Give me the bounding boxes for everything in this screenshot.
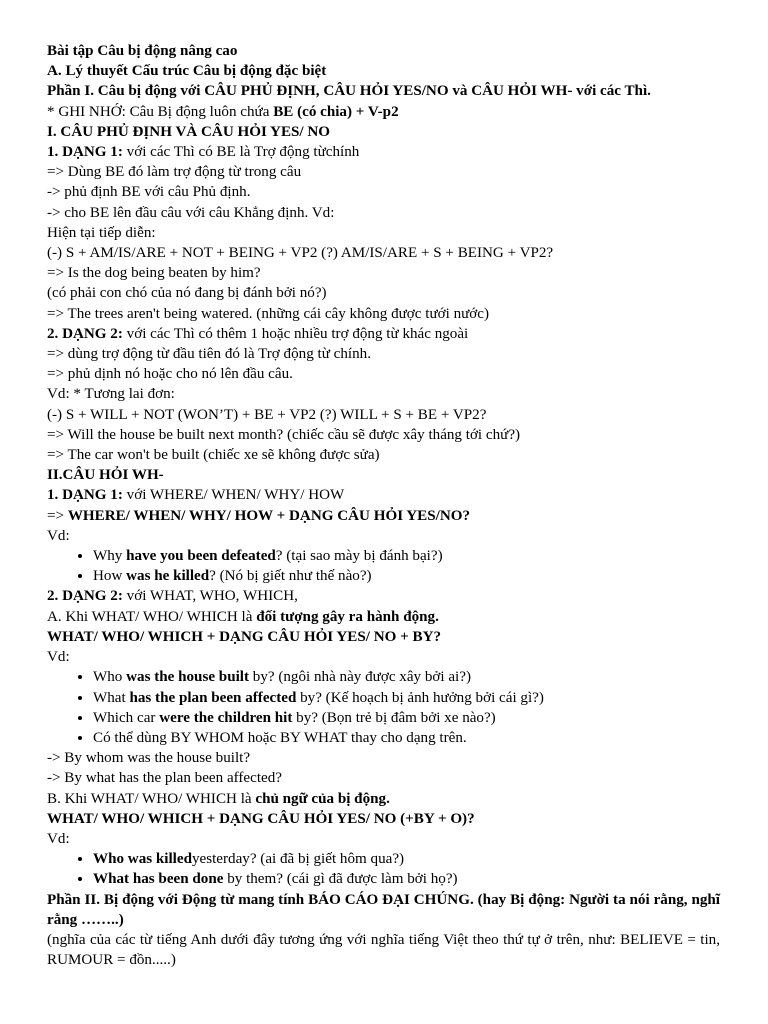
list-item	[93, 546, 720, 566]
example-line: => Will the house be built next month? (chiếc cầu sẽ được xây tháng tới chứ?)	[47, 426, 521, 443]
wh-dang-1-line	[47, 485, 720, 505]
item-text: Why	[93, 548, 127, 565]
wh-formula-1-line	[47, 506, 720, 526]
list-item	[93, 708, 720, 728]
part-a-heading: A. Lý thuyết Cấu trúc Câu bị động đặc biệt	[47, 63, 327, 80]
vd-label: Vd:	[47, 830, 70, 847]
case-b-bold: chủ ngữ của bị động.	[255, 790, 390, 807]
vd-label: Vd:	[47, 649, 70, 666]
example-line: => The trees aren't being watered. (những cái cây không được tưới nước)	[47, 305, 490, 322]
wh-dang-1-text: với WHERE/ WHEN/ WHY/ HOW	[122, 487, 345, 504]
case-a-line	[47, 607, 720, 627]
item-bold: has the plan been affected	[129, 689, 297, 706]
dang-1-text: với các Thì có BE là Trợ động từchính	[122, 144, 360, 161]
wh-dang-1-label: 1. DẠNG 1:	[47, 487, 123, 504]
list-item	[93, 566, 720, 586]
item-bold: was he killed	[126, 568, 210, 585]
text-line: Hiện tại tiếp diễn:	[47, 224, 156, 241]
example-list-3	[47, 849, 720, 889]
item-text: How	[93, 568, 127, 585]
list-item	[93, 728, 720, 748]
text-line: -> cho BE lên đầu câu với câu Khẳng định. Vd:	[47, 204, 335, 221]
wh-dang-2-label: 2. DẠNG 2:	[47, 588, 123, 605]
text-line: => Dùng BE đó làm trợ động từ trong câu	[47, 164, 302, 181]
case-b-text: B. Khi WHAT/ WHO/ WHICH là	[47, 790, 256, 807]
item-text: by? (Kế hoạch bị ảnh hưởng bởi cái gì?)	[296, 689, 544, 706]
translation-line: (có phải con chó của nó đang bị đánh bởi nó?)	[47, 285, 327, 302]
section-2-heading: II.CÂU HỎI WH-	[47, 467, 164, 484]
item-bold: were the children hit	[159, 709, 293, 726]
case-b-line	[47, 789, 720, 809]
note-line	[47, 102, 720, 122]
example-line: -> By what has the plan been affected?	[47, 770, 282, 787]
item-bold: Who was killed	[93, 851, 192, 868]
item-text: Which car	[93, 709, 160, 726]
item-text: by them? (cái gì đã được làm bởi họ?)	[223, 871, 458, 888]
formula-line: (-) S + AM/IS/ARE + NOT + BEING + VP2 (?) AM/IS/ARE + S + BEING + VP2?	[47, 245, 554, 262]
part-2-note: (nghĩa của các từ tiếng Anh dưới đây tương ứng với nghĩa tiếng Việt theo thứ tự ở trên, như: BELIEVE = tin, RUMOUR = đồn.....)	[47, 931, 720, 969]
example-line: -> By whom was the house built?	[47, 750, 251, 767]
list-item	[93, 667, 720, 687]
case-a-bold: đối tượng gây ra hành động.	[256, 608, 439, 625]
doc-title: Bài tập Câu bị động nâng cao	[47, 43, 238, 59]
dang-1-label: 1. DẠNG 1:	[47, 144, 123, 161]
text-line: => dùng trợ động từ đầu tiên đó là Trợ động từ chính.	[47, 346, 371, 363]
item-bold: have you been defeated	[126, 548, 276, 565]
list-item	[93, 849, 720, 869]
text-line: => phủ dịnh nó hoặc cho nó lên đầu câu.	[47, 366, 293, 383]
item-text: Có thể dùng BY WHOM hoặc BY WHAT thay cho dạng trên.	[93, 729, 467, 746]
note-formula: BE (có chia) + V-p2	[273, 103, 399, 120]
wh-dang-2-line	[47, 586, 720, 606]
dang-2-text: với các Thì có thêm 1 hoặc nhiều trợ động từ khác ngoài	[122, 325, 469, 342]
case-a-formula: WHAT/ WHO/ WHICH + DẠNG CÂU HỎI YES/ NO + BY?	[47, 628, 442, 645]
item-text: ? (Nó bị giết như thế nào?)	[209, 568, 372, 585]
item-text: by? (Bọn trẻ bị đâm bởi xe nào?)	[292, 709, 496, 726]
example-list-2	[47, 667, 720, 748]
part-1-heading: Phần I. Câu bị động với CÂU PHỦ ĐỊNH, CÂU HỎI YES/NO và CÂU HỎI WH- với các Thì.	[47, 83, 651, 100]
vd-label: Vd:	[47, 527, 70, 544]
item-text: What	[93, 689, 130, 706]
example-line: => The car won't be built (chiếc xe sẽ không được sửa)	[47, 447, 380, 464]
case-b-formula: WHAT/ WHO/ WHICH + DẠNG CÂU HỎI YES/ NO (+BY + O)?	[47, 810, 475, 827]
item-bold: What has been done	[93, 871, 224, 888]
item-text: yesterday? (ai đã bị giết hôm qua?)	[191, 851, 405, 868]
text-line: -> phủ định BE với câu Phủ định.	[47, 184, 251, 201]
dang-2-line	[47, 324, 720, 344]
example-line: => Is the dog being beaten by him?	[47, 265, 261, 282]
section-1-heading: I. CÂU PHỦ ĐỊNH VÀ CÂU HỎI YES/ NO	[47, 123, 331, 140]
formula-line: (-) S + WILL + NOT (WON’T) + BE + VP2 (?) WILL + S + BE + VP2?	[47, 406, 487, 423]
part-2-heading: Phần II. Bị động với Động từ mang tính BÁO CÁO ĐẠI CHÚNG. (hay Bị động: Người ta nói rằng, nghĩ rằng ……..)	[47, 891, 720, 928]
arrow-prefix: =>	[47, 507, 68, 524]
item-bold: was the house built	[126, 669, 249, 686]
case-a-text: A. Khi WHAT/ WHO/ WHICH là	[47, 608, 257, 625]
dang-1-line	[47, 142, 720, 162]
wh-formula-1: WHERE/ WHEN/ WHY/ HOW + DẠNG CÂU HỎI YES/NO?	[67, 507, 471, 524]
note-text: * GHI NHỚ: Câu Bị động luôn chứa	[47, 103, 274, 120]
dang-2-label: 2. DẠNG 2:	[47, 325, 123, 342]
wh-dang-2-text: với WHAT, WHO, WHICH,	[122, 588, 298, 605]
list-item	[93, 688, 720, 708]
list-item	[93, 869, 720, 889]
text-line: Vd: * Tương lai đơn:	[47, 386, 175, 403]
example-list-1	[47, 546, 720, 586]
item-text: ? (tại sao mày bị đánh bại?)	[275, 548, 443, 565]
item-text: by? (ngôi nhà này được xây bởi ai?)	[249, 669, 471, 686]
item-text: Who	[93, 669, 127, 686]
